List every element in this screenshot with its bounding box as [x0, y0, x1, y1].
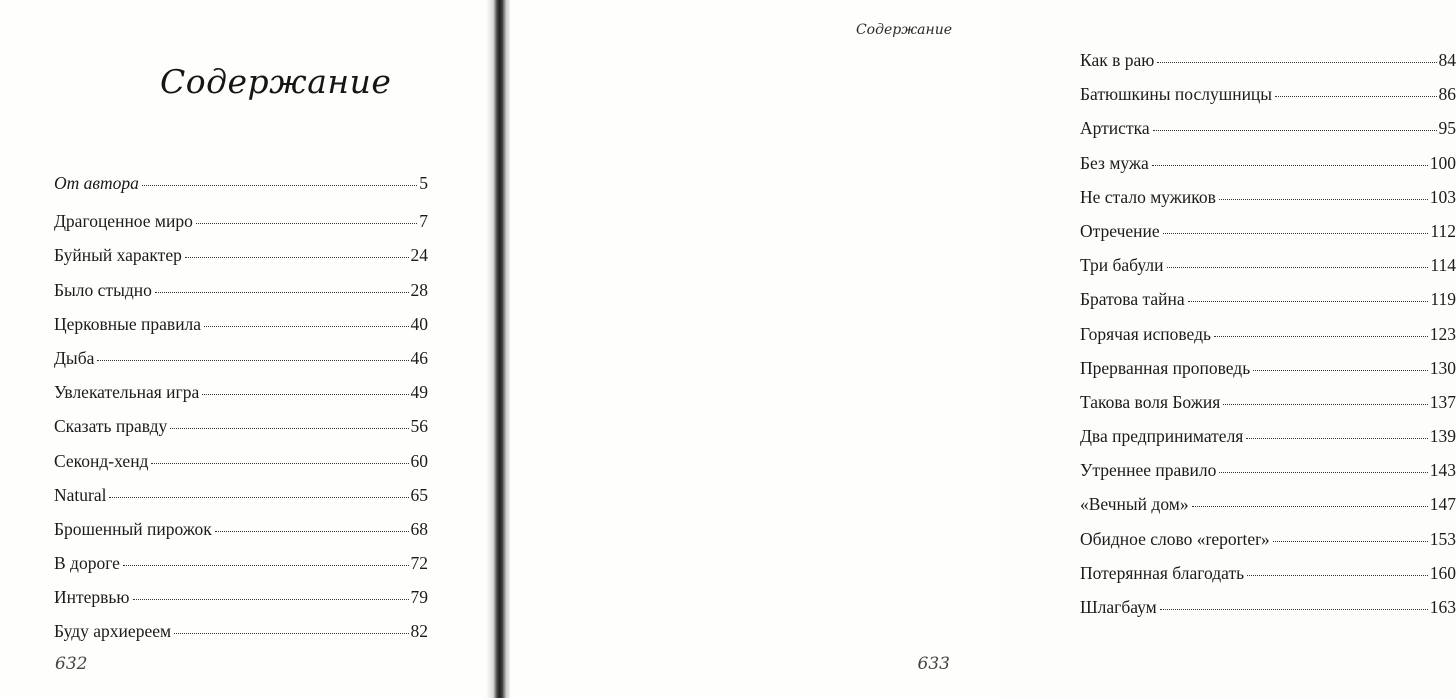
toc-entry	[1080, 50, 1456, 84]
dot-leader	[123, 565, 409, 566]
toc-entry-title: Обидное слово «reporter»	[1080, 528, 1270, 549]
toc-entry	[54, 348, 428, 382]
toc-entry-page: 82	[410, 621, 428, 642]
toc-entry-page: 84	[1438, 50, 1456, 70]
dot-leader	[1153, 130, 1437, 131]
toc-entry-page: 40	[410, 313, 428, 334]
right-page	[510, 0, 1456, 698]
toc-entry-title: Буйный характер	[54, 245, 182, 266]
dot-leader	[1152, 165, 1428, 166]
toc-title: Содержание	[160, 62, 392, 101]
toc-entry	[1080, 563, 1456, 597]
toc-entry	[54, 211, 428, 245]
dot-leader	[1223, 404, 1428, 405]
toc-entry-title: «Вечный дом»	[1080, 494, 1189, 515]
book-binding	[486, 0, 512, 698]
toc-entry	[1080, 426, 1456, 460]
toc-entry-page: 86	[1438, 84, 1456, 105]
toc-entry-page: 60	[410, 450, 428, 471]
toc-entry	[54, 621, 428, 655]
toc-entry-page: 95	[1438, 118, 1456, 139]
dot-leader	[1275, 96, 1436, 97]
toc-entry-page: 139	[1429, 426, 1456, 447]
toc-entry-page: 28	[410, 279, 428, 300]
dot-leader	[1253, 370, 1428, 371]
toc-entry	[54, 519, 428, 553]
toc-entry	[1080, 392, 1456, 426]
toc-entry-page: 143	[1429, 460, 1456, 481]
toc-entry-title: Как в раю	[1080, 50, 1155, 70]
dot-leader	[1157, 62, 1436, 63]
toc-entry-title: Церковные правила	[54, 313, 202, 334]
toc-entry	[1080, 289, 1456, 323]
toc-entry	[54, 382, 428, 416]
toc-entry-title: Братова тайна	[1080, 289, 1185, 310]
toc-entry-page: 7	[419, 211, 428, 232]
dot-leader	[215, 531, 409, 532]
toc-entry-title: Интервью	[54, 587, 130, 608]
toc-entry-title: Батюшкины послушницы	[1080, 84, 1273, 105]
dot-leader	[1163, 233, 1429, 234]
toc-entry	[54, 280, 428, 314]
toc-entry-page: 65	[410, 484, 428, 505]
toc-entry-title: Два предпринимателя	[1080, 426, 1244, 447]
toc-entry-title: Дыба	[54, 347, 95, 368]
toc-entry-page: 24	[410, 245, 428, 266]
left-page	[0, 0, 488, 698]
toc-entry	[54, 416, 428, 450]
toc-entry-title: Три бабули	[1080, 255, 1164, 276]
toc-entry-page: 68	[410, 518, 428, 539]
toc-entry	[1080, 153, 1456, 187]
page-number-right: 633	[917, 654, 950, 674]
dot-leader	[170, 428, 408, 429]
dot-leader	[1247, 575, 1428, 576]
toc-entry	[1080, 255, 1456, 289]
dot-leader	[202, 394, 408, 395]
dot-leader	[196, 223, 417, 224]
toc-entry-page: 46	[410, 347, 428, 368]
toc-entry-page: 119	[1430, 289, 1456, 310]
toc-entry	[1080, 84, 1456, 118]
toc-entry-page: 130	[1429, 357, 1456, 378]
dot-leader	[109, 497, 408, 498]
toc-list-left	[54, 173, 428, 656]
toc-entry	[1080, 358, 1456, 392]
toc-entry-page: 79	[410, 587, 428, 608]
toc-entry-title: Не стало мужиков	[1080, 186, 1216, 207]
toc-entry-title: Горячая исповедь	[1080, 323, 1211, 344]
toc-entry	[1080, 118, 1456, 152]
toc-entry-title: Буду архиереем	[54, 621, 172, 642]
toc-entry-title: От автора	[54, 173, 139, 193]
toc-entry-title: Без мужа	[1080, 152, 1149, 173]
dot-leader	[174, 633, 408, 634]
toc-entry-title: Natural	[54, 484, 107, 505]
dot-leader	[133, 599, 409, 600]
dot-leader	[1219, 472, 1427, 473]
toc-entry-page: 160	[1429, 562, 1456, 583]
dot-leader	[1192, 506, 1428, 507]
toc-entry-page: 153	[1429, 528, 1456, 549]
toc-entry	[54, 173, 428, 207]
toc-entry	[1080, 324, 1456, 358]
dot-leader	[204, 326, 408, 327]
toc-list-right	[1080, 50, 1456, 631]
toc-entry	[54, 553, 428, 587]
toc-entry-page: 49	[410, 382, 428, 403]
toc-entry	[54, 314, 428, 348]
toc-entry-page: 100	[1429, 152, 1456, 173]
toc-entry	[54, 587, 428, 621]
toc-entry-title: Шлагбаум	[1080, 597, 1157, 617]
toc-entry	[1080, 494, 1456, 528]
dot-leader	[1160, 609, 1428, 610]
toc-entry-page: 137	[1429, 391, 1456, 412]
toc-entry	[54, 485, 428, 519]
toc-entry-title: Драгоценное миро	[54, 211, 193, 232]
dot-leader	[1219, 199, 1428, 200]
toc-entry-title: Было стыдно	[54, 279, 152, 300]
toc-entry-title: Увлекательная игра	[54, 382, 200, 403]
toc-entry-page: 72	[410, 553, 428, 574]
toc-entry-page: 147	[1429, 494, 1456, 515]
toc-entry-page: 114	[1430, 255, 1456, 276]
dot-leader	[151, 463, 408, 464]
dot-leader	[1214, 336, 1428, 337]
toc-entry	[54, 245, 428, 279]
toc-entry-page: 123	[1429, 323, 1456, 344]
dot-leader	[185, 257, 409, 258]
dot-leader	[97, 360, 408, 361]
toc-entry	[1080, 221, 1456, 255]
dot-leader	[142, 185, 417, 186]
toc-entry-title: Секонд-хенд	[54, 450, 149, 471]
toc-entry-title: Брошенный пирожок	[54, 518, 212, 539]
toc-entry	[1080, 529, 1456, 563]
toc-entry-page: 163	[1429, 597, 1456, 617]
toc-entry	[1080, 187, 1456, 221]
toc-entry-title: Прерванная проповедь	[1080, 357, 1251, 378]
toc-entry	[1080, 597, 1456, 631]
dot-leader	[1188, 301, 1429, 302]
page-number-left: 632	[55, 654, 88, 674]
dot-leader	[1273, 541, 1428, 542]
toc-entry-title: Артистка	[1080, 118, 1150, 139]
toc-entry-title: Сказать правду	[54, 416, 168, 437]
toc-entry-title: Утреннее правило	[1080, 460, 1217, 481]
running-head: Содержание	[855, 22, 952, 38]
toc-entry-title: Потерянная благодать	[1080, 562, 1245, 583]
dot-leader	[1167, 267, 1429, 268]
toc-entry-title: Такова воля Божия	[1080, 391, 1221, 412]
toc-entry-title: Отречение	[1080, 220, 1160, 241]
dot-leader	[1246, 438, 1427, 439]
toc-entry-page: 56	[410, 416, 428, 437]
toc-entry-page: 103	[1429, 186, 1456, 207]
toc-entry	[54, 451, 428, 485]
toc-entry	[1080, 460, 1456, 494]
toc-entry-title: В дороге	[54, 553, 120, 574]
toc-entry-page: 5	[419, 173, 428, 193]
dot-leader	[155, 292, 409, 293]
toc-entry-page: 112	[1430, 220, 1456, 241]
